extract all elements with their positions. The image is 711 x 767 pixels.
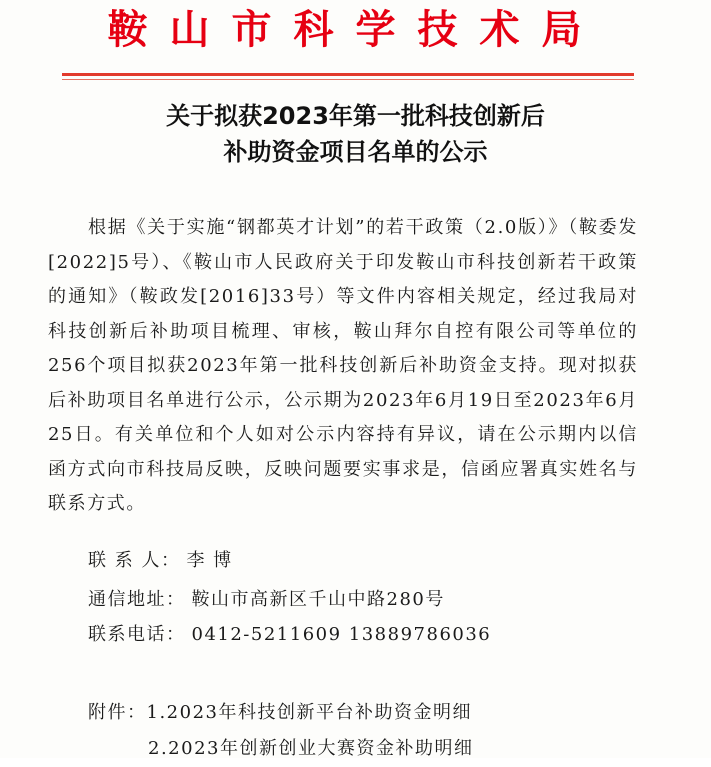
contact-person-label: 联 系 人：	[88, 550, 181, 571]
contact-address-value: 鞍山市高新区千山中路280号	[191, 589, 445, 610]
contact-person-value: 李 博	[186, 550, 233, 571]
header-red-rule	[62, 73, 634, 76]
contact-phone	[88, 623, 491, 647]
contact-address-label: 通信地址：	[88, 589, 186, 610]
contact-address	[88, 588, 445, 612]
document-title-line-2: 补助资金项目名单的公示	[223, 138, 488, 166]
header-red-rule-thin	[62, 79, 634, 80]
attachment-row-2	[88, 731, 473, 767]
attachment-row-1	[88, 695, 473, 731]
contact-phone-value: 0412-5211609 13889786036	[191, 624, 492, 645]
document-title	[0, 98, 711, 170]
attachments-section	[88, 695, 473, 767]
contact-person	[88, 549, 233, 573]
body-paragraph-text: 根据《关于实施“钢都英才计划”的若干政策（2.0版）》（鞍委发[2022]5号）、《鞍山市人民政府关于印发鞍山市科技创新若干政策的通知》（鞍政发[2016]33号）等文件内容相关规定，经过我局对科技创新后补助项目梳理、审核，鞍山拜尔自控有限公司等单位的256个项目拟获2023年第一批科技创新后补助资金支持。现对拟获后补助项目名单进行公示，公示期为2023年6月19日至2023年6月25日。有关单位和个人如对公示内容持有异议，请在公示期内以信函方式向市科技局反映，反映问题要实事求是，信函应署真实姓名与联系方式。	[48, 217, 638, 514]
contact-phone-label: 联系电话：	[88, 624, 186, 645]
document-title-line-1: 关于拟获2023年第一批科技创新后	[166, 102, 545, 130]
attachment-item: 2.2023年创新创业大赛资金补助明细	[148, 738, 474, 759]
attachment-item: 1.2023年科技创新平台补助资金明细	[146, 702, 472, 723]
org-header-title: 鞍山市科学技术局	[107, 6, 604, 53]
body-paragraph	[48, 211, 638, 522]
attachments-label: 附件：	[88, 702, 147, 723]
